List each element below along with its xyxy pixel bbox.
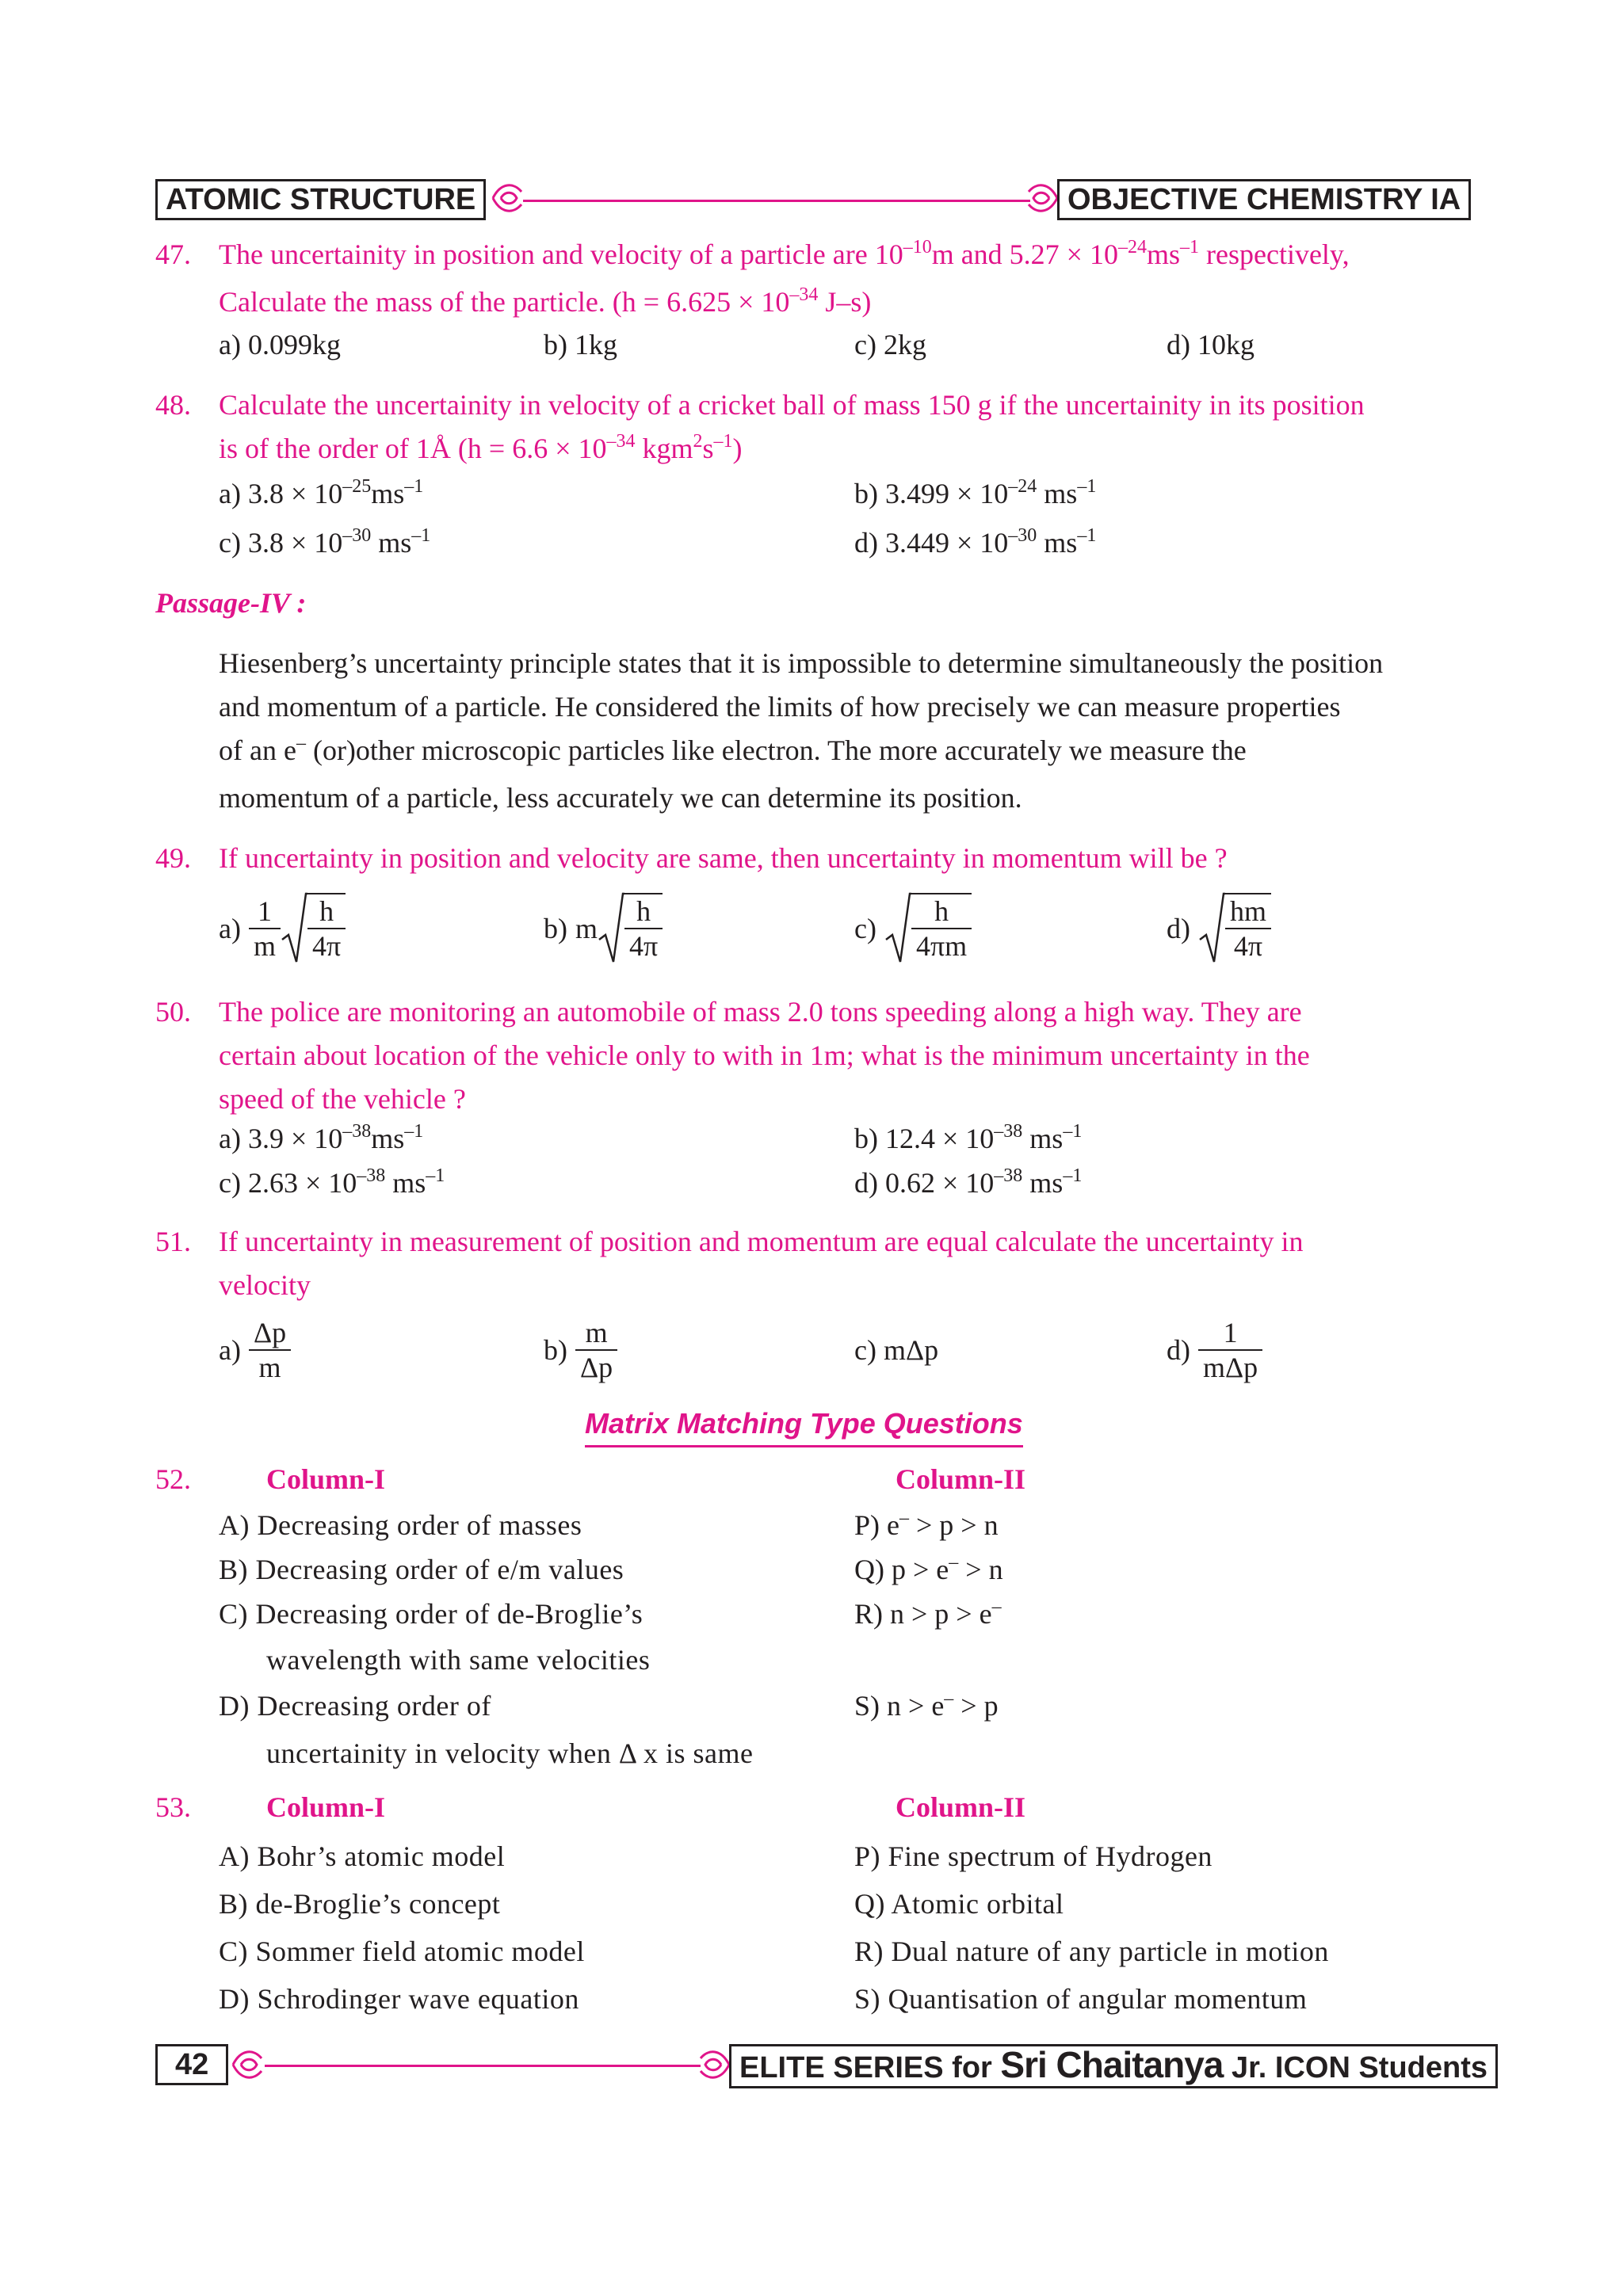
q53-item-c: C) Sommer field atomic model <box>219 1936 585 1967</box>
question-47 <box>155 233 1474 320</box>
numerator: m <box>575 1316 617 1351</box>
q53-match-p: P) Fine spectrum of Hydrogen <box>854 1840 1212 1872</box>
text: Calculate the uncertainity in velocity of a cricket ball of mass 150 g if the uncertainity in its position <box>219 389 1365 421</box>
text: a) 3.8 × 10 <box>219 478 343 509</box>
brand-name: Sri Chaitanya <box>1000 2044 1224 2085</box>
passage-body <box>219 642 1474 820</box>
text: > p > n <box>909 1509 999 1541</box>
option-label: d) <box>1167 1334 1190 1366</box>
footer-ornament-right-icon <box>694 2042 732 2087</box>
q52-match-q <box>854 1553 1003 1586</box>
text: Q) p > e <box>854 1554 949 1585</box>
option-label: b) <box>544 1334 567 1366</box>
exponent: –34 <box>789 284 819 305</box>
fraction <box>575 1316 617 1384</box>
q52-match-p <box>854 1508 999 1542</box>
text: ELITE SERIES for <box>739 2051 1001 2084</box>
text: c) 3.8 × 10 <box>219 527 343 559</box>
footer-rule <box>265 2065 701 2067</box>
text: momentum of a particle, less accurately we can determine its position. <box>219 782 1022 814</box>
option-label: a) <box>219 913 241 944</box>
text: s <box>702 433 714 464</box>
exponent: –1 <box>1180 237 1200 257</box>
q49-option-a[interactable] <box>219 891 346 967</box>
exponent: –1 <box>411 525 431 546</box>
numerator: h <box>624 894 663 929</box>
text: ms <box>1022 1123 1064 1154</box>
exponent: –1 <box>404 1121 424 1142</box>
option-label: b) <box>544 913 567 944</box>
q49-option-c[interactable] <box>854 891 972 967</box>
q53-column-1-heading: Column-I <box>266 1791 386 1823</box>
text: and momentum of a particle. He considered the limits of how precisely we can measure properties <box>219 691 1341 723</box>
exponent: –24 <box>1008 476 1037 497</box>
q52-item-c: C) Decreasing order of de-Broglie’s <box>219 1598 643 1630</box>
question-49 <box>155 837 1474 880</box>
q51-option-d[interactable] <box>1167 1312 1262 1388</box>
question-number: 50. <box>155 996 191 1028</box>
footer-ornament-left-icon <box>230 2042 268 2087</box>
text: speed of the vehicle ? <box>219 1083 466 1115</box>
question-number: 47. <box>155 238 191 270</box>
numerator: 1 <box>1198 1316 1262 1351</box>
q52-column-2-heading: Column-II <box>896 1463 1026 1495</box>
question-51 <box>155 1220 1474 1307</box>
q49-option-b[interactable] <box>544 891 663 967</box>
q53-match-q: Q) Atomic orbital <box>854 1888 1064 1920</box>
q52-item-a: A) Decreasing order of masses <box>219 1509 582 1541</box>
denominator: 4πm <box>915 930 968 962</box>
q53-number: 53. <box>155 1791 191 1823</box>
q53-item-d: D) Schrodinger wave equation <box>219 1983 579 2015</box>
text: b) 3.499 × 10 <box>854 478 1009 509</box>
q53-item-b: B) de-Broglie’s concept <box>219 1888 501 1920</box>
passage-title: Passage-IV : <box>155 587 307 619</box>
text: ms <box>1022 1167 1064 1199</box>
exponent: –1 <box>1063 1121 1083 1142</box>
footer-page-number: 42 <box>155 2044 228 2085</box>
q47-option-a[interactable]: a) 0.099kg <box>219 329 341 360</box>
text: (or)other microscopic particles like electron. The more accurately we measure the <box>305 734 1247 766</box>
exponent: – <box>949 1552 959 1573</box>
exponent: –1 <box>426 1165 445 1186</box>
exponent: –30 <box>342 525 372 546</box>
text: is of the order of 1Å (h = 6.6 × 10 <box>219 433 607 464</box>
text: The uncertainity in position and velocity of a particle are 10 <box>219 238 903 270</box>
q51-option-a[interactable] <box>219 1312 291 1388</box>
text: d) 0.62 × 10 <box>854 1167 995 1199</box>
text: S) n > e <box>854 1690 945 1722</box>
q52-item-d-cont: uncertainity in velocity when Δ x is same <box>266 1737 754 1769</box>
text: ) <box>732 433 743 464</box>
q52-item-c-cont: wavelength with same velocities <box>266 1644 651 1676</box>
q50-option-b[interactable] <box>854 1122 1082 1155</box>
q52-match-r <box>854 1597 1002 1630</box>
header-left-title: ATOMIC STRUCTURE <box>155 179 486 220</box>
q52-column-1-heading: Column-I <box>266 1463 386 1495</box>
question-number: 49. <box>155 842 191 874</box>
denominator: mΔp <box>1203 1352 1258 1383</box>
option-label: a) <box>219 1334 241 1366</box>
header-right-title: OBJECTIVE CHEMISTRY IA <box>1057 179 1471 220</box>
q52-match-s <box>854 1689 999 1722</box>
header-ornament-left-icon <box>490 176 528 220</box>
question-text <box>219 990 1474 1121</box>
numerator: h <box>307 894 346 929</box>
text: ms <box>1037 527 1078 559</box>
q53-match-r: R) Dual nature of any particle in motion <box>854 1936 1329 1967</box>
text: m and 5.27 × 10 <box>931 238 1118 270</box>
text: c) 2.63 × 10 <box>219 1167 357 1199</box>
exponent: –1 <box>1077 476 1097 497</box>
q53-item-a: A) Bohr’s atomic model <box>219 1840 506 1872</box>
denominator: 4π <box>1233 930 1263 962</box>
q51-option-b[interactable] <box>544 1312 617 1388</box>
q50-option-d[interactable] <box>854 1166 1082 1199</box>
text: > p <box>953 1690 999 1722</box>
q48-option-d[interactable] <box>854 526 1096 559</box>
radical-fraction <box>307 893 346 963</box>
text: ms <box>371 1123 405 1154</box>
text: kgm <box>635 433 693 464</box>
q47-option-c[interactable]: c) 2kg <box>854 329 926 360</box>
q48-option-a[interactable] <box>219 477 423 510</box>
q47-option-b[interactable]: b) 1kg <box>544 329 617 360</box>
fraction <box>1198 1316 1262 1384</box>
q50-option-a[interactable] <box>219 1122 423 1155</box>
denominator: m <box>253 930 276 962</box>
q52-number: 52. <box>155 1463 191 1495</box>
radical-icon <box>281 892 307 965</box>
radical-icon <box>884 892 911 965</box>
q47-option-d[interactable]: d) 10kg <box>1167 329 1254 360</box>
question-50 <box>155 990 1474 1121</box>
q50-option-c[interactable] <box>219 1166 445 1199</box>
text: ms <box>371 478 405 509</box>
option-label: c) <box>854 913 876 944</box>
fraction <box>249 894 281 963</box>
text: R) n > p > e <box>854 1598 992 1630</box>
header-rule <box>523 200 1030 202</box>
exponent: 2 <box>693 431 703 452</box>
exponent: –38 <box>994 1165 1023 1186</box>
exponent: –38 <box>342 1121 372 1142</box>
q48-option-c[interactable] <box>219 526 430 559</box>
numerator: hm <box>1225 894 1271 929</box>
exponent: –1 <box>1063 1165 1083 1186</box>
radical-icon <box>1198 892 1225 965</box>
denominator: 4π <box>629 930 659 962</box>
exponent: –25 <box>342 476 372 497</box>
text: ms <box>385 1167 426 1199</box>
exponent: – <box>944 1688 954 1709</box>
q52-item-b: B) Decreasing order of e/m values <box>219 1554 624 1585</box>
denominator: 4π <box>311 930 342 962</box>
text: J–s) <box>818 286 872 318</box>
question-text: If uncertainty in position and velocity are same, then uncertainty in momentum will be ? <box>219 842 1228 874</box>
q51-option-c[interactable]: c) mΔp <box>854 1334 939 1366</box>
exponent: –1 <box>404 476 424 497</box>
exponent: – <box>991 1596 1002 1617</box>
exponent: –30 <box>1008 525 1037 546</box>
text: respectively, <box>1199 238 1350 270</box>
numerator: 1 <box>249 894 281 929</box>
text: Hiesenberg’s uncertainty principle states that it is impossible to determine simultaneously the position <box>219 647 1384 679</box>
footer-series-title <box>729 2044 1498 2088</box>
text: certain about location of the vehicle only to with in 1m; what is the minimum uncertainty in the <box>219 1039 1310 1071</box>
text: ms <box>1037 478 1078 509</box>
text: Jr. ICON Students <box>1223 2051 1488 2084</box>
text: > n <box>958 1554 1003 1585</box>
question-text <box>219 233 1474 328</box>
q52-item-d: D) Decreasing order of <box>219 1690 491 1722</box>
radical-icon <box>598 892 624 965</box>
exponent: –38 <box>357 1165 386 1186</box>
text: d) 3.449 × 10 <box>854 527 1009 559</box>
fraction <box>249 1316 291 1384</box>
exponent: –10 <box>903 237 932 257</box>
exponent: –1 <box>1077 525 1097 546</box>
q48-option-b[interactable] <box>854 477 1096 510</box>
q53-match-s: S) Quantisation of angular momentum <box>854 1983 1308 2015</box>
denominator: m <box>258 1352 281 1383</box>
question-number: 48. <box>155 389 191 421</box>
header-ornament-right-icon <box>1022 176 1060 220</box>
exponent: –1 <box>713 431 733 452</box>
q53-column-2-heading: Column-II <box>896 1791 1026 1823</box>
text: Calculate the mass of the particle. (h = 6.625 × 10 <box>219 286 790 318</box>
question-text <box>219 1220 1474 1307</box>
radical-fraction <box>1225 893 1271 963</box>
numerator: h <box>911 894 972 929</box>
text: ms <box>1147 238 1181 270</box>
text: P) e <box>854 1509 899 1541</box>
question-number: 51. <box>155 1226 191 1257</box>
text: of an e <box>219 734 296 766</box>
text: m <box>575 913 598 944</box>
radical-fraction <box>624 893 663 963</box>
matrix-heading: Matrix Matching Type Questions <box>585 1407 1023 1447</box>
text: If uncertainty in measurement of position and momentum are equal calculate the uncertainty in <box>219 1226 1304 1257</box>
question-text <box>219 383 1474 475</box>
denominator: Δp <box>580 1352 613 1383</box>
option-label: d) <box>1167 913 1190 944</box>
text: ms <box>371 527 412 559</box>
text: velocity <box>219 1269 311 1301</box>
text: The police are monitoring an automobile of mass 2.0 tons speeding along a high way. They are <box>219 996 1302 1028</box>
exponent: –24 <box>1118 237 1147 257</box>
question-48 <box>155 383 1474 471</box>
radical-fraction <box>911 893 972 963</box>
text: a) 3.9 × 10 <box>219 1123 343 1154</box>
numerator: Δp <box>249 1316 291 1351</box>
text: b) 12.4 × 10 <box>854 1123 995 1154</box>
exponent: –34 <box>606 431 636 452</box>
exponent: –38 <box>994 1121 1023 1142</box>
exponent: – <box>899 1508 909 1528</box>
q49-option-d[interactable] <box>1167 891 1271 967</box>
exponent: – <box>296 733 306 753</box>
